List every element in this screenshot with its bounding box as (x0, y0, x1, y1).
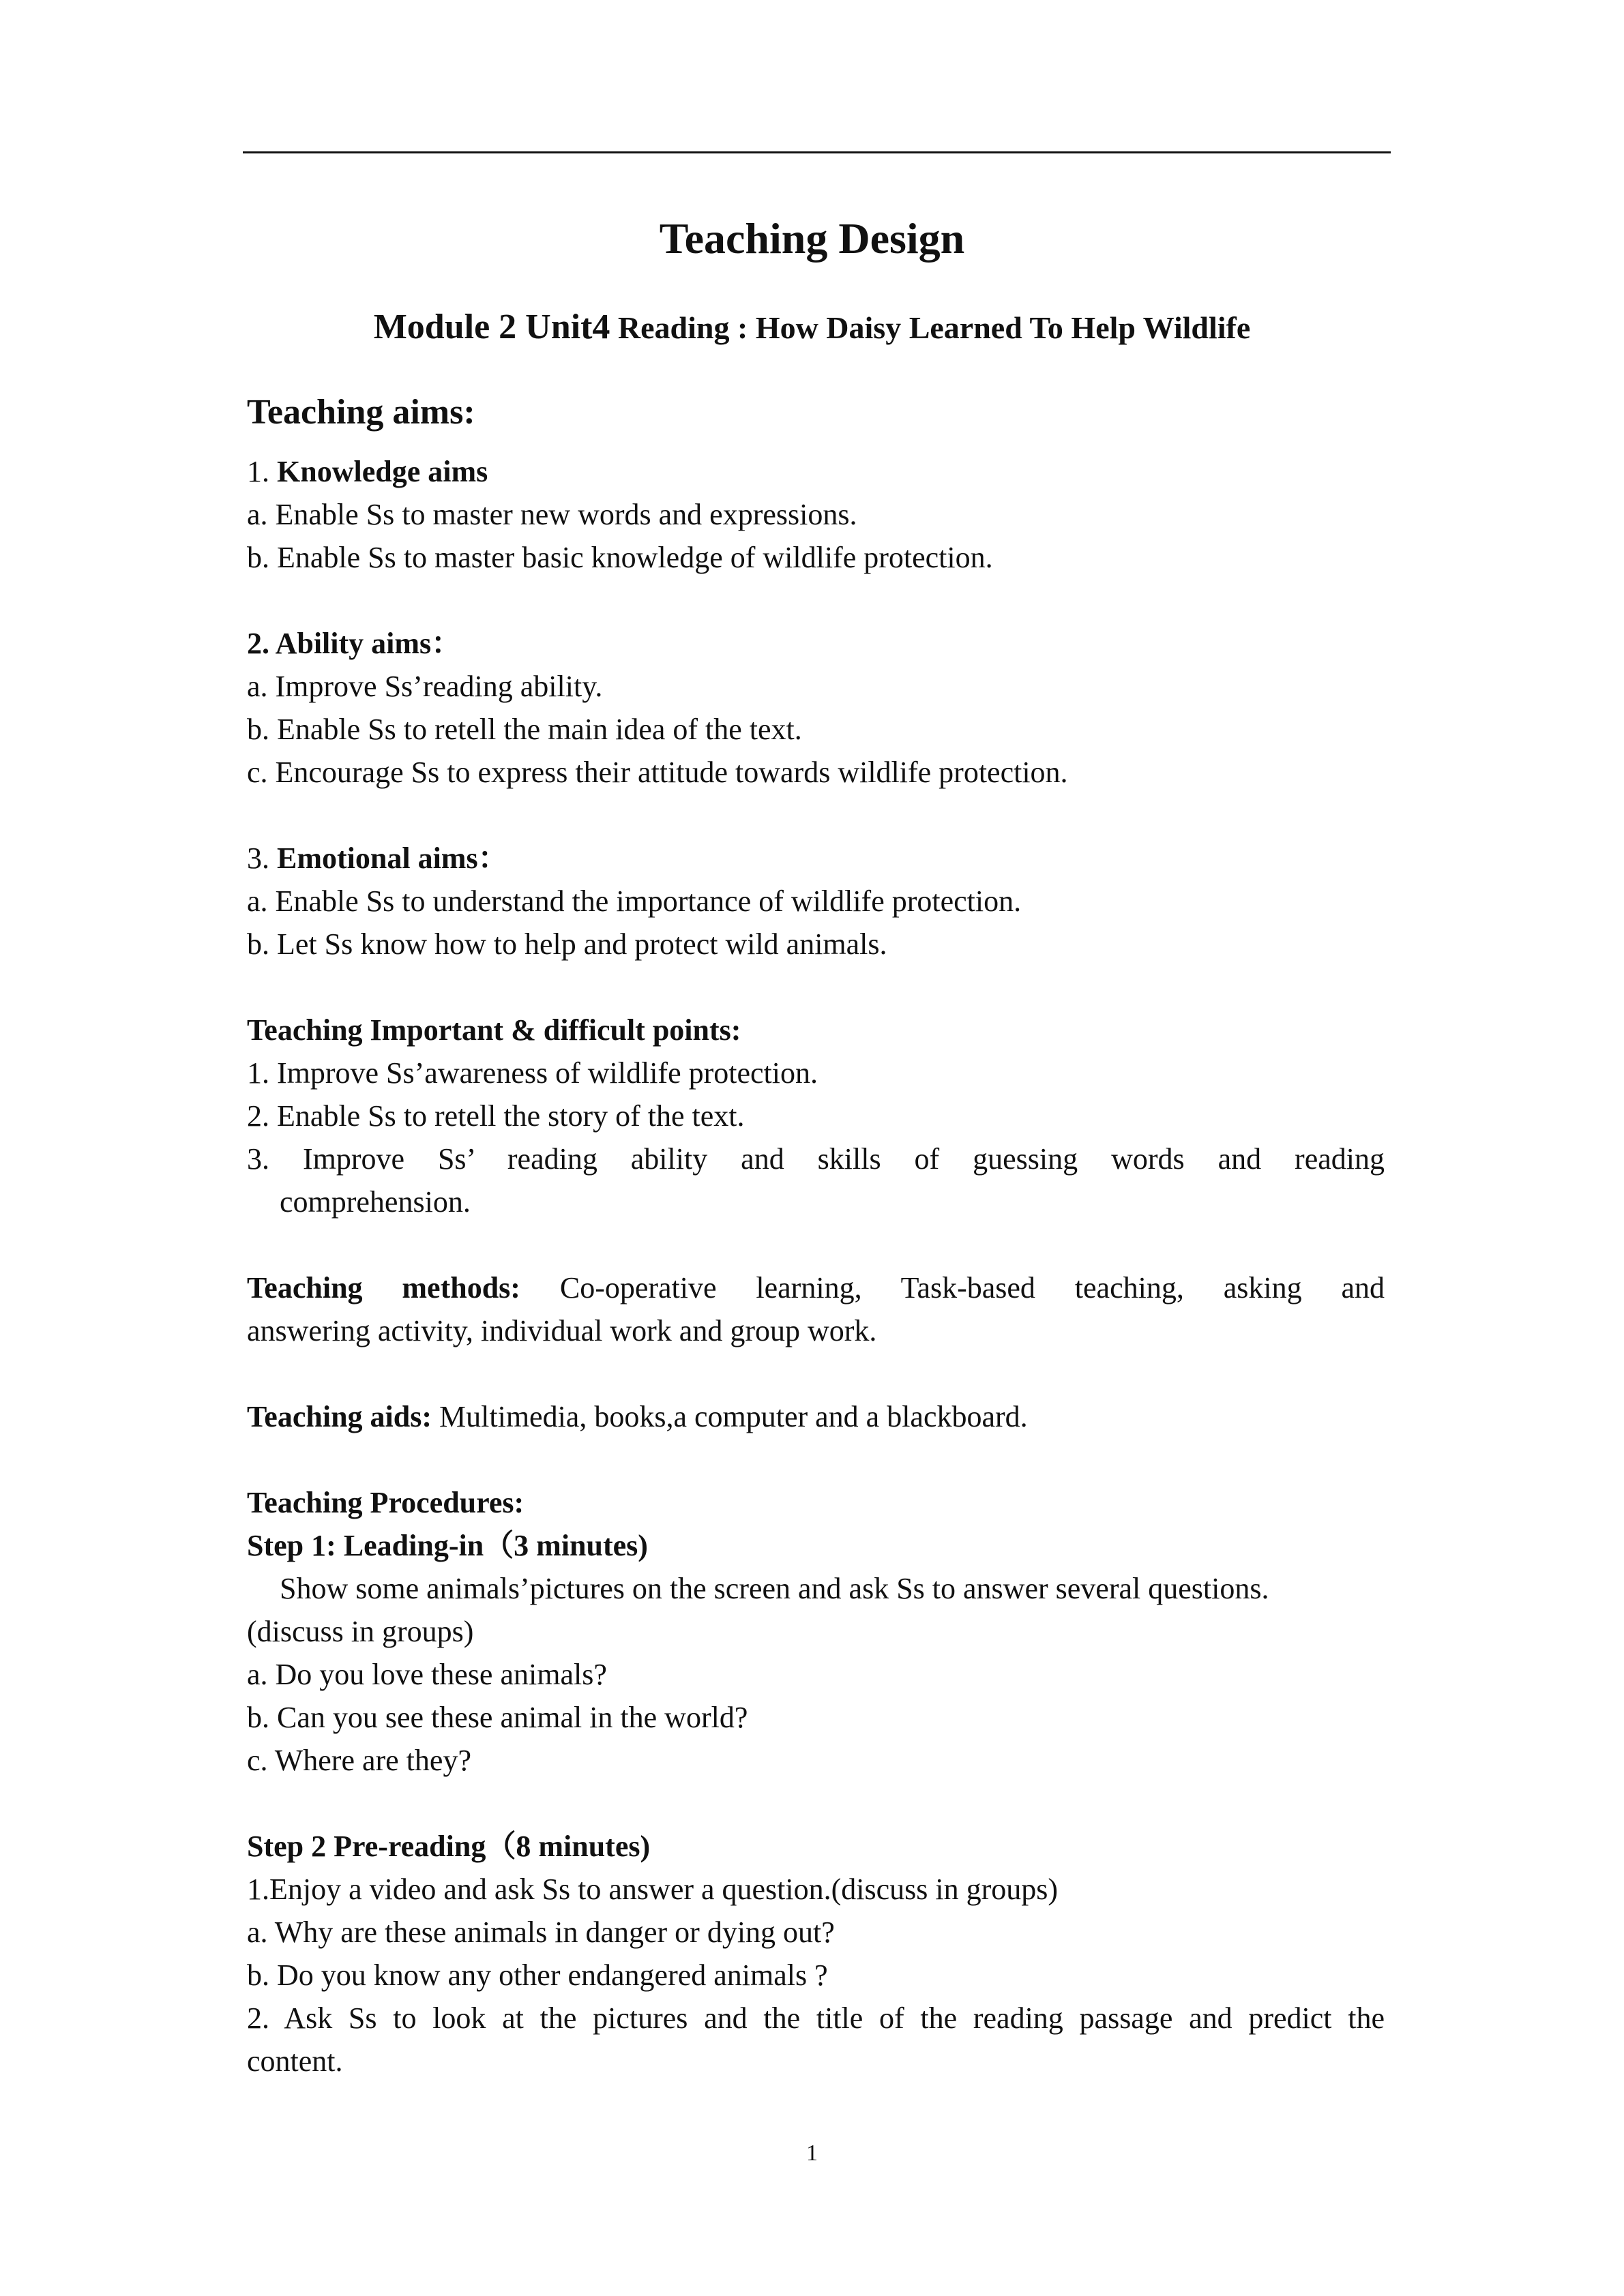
step2-question: a. Why are these animals in danger or dying out? (247, 1915, 835, 1949)
important-points-heading: Teaching Important & difficult points: (247, 1013, 741, 1047)
document-body (247, 450, 1385, 2083)
teaching-aims-heading: Teaching aims: (247, 393, 475, 432)
knowledge-aims-title: Knowledge aims (277, 455, 488, 488)
step2-item: 2. Ask Ss to look at the pictures and the title of the reading passage and predict the (247, 2001, 1385, 2035)
step2-heading: Step 2 Pre-reading（8 minutes) (247, 1830, 651, 1863)
ability-aim-item: a. Improve Ss’reading ability. (247, 670, 603, 703)
step1-instruction: Show some animals’pictures on the screen and ask Ss to answer several questions. (280, 1572, 1269, 1605)
knowledge-aim-item: b. Enable Ss to master basic knowledge of wildlife protection. (247, 541, 993, 574)
subtitle-module: Module 2 Unit4 (373, 308, 610, 346)
emotional-aim-item: b. Let Ss know how to help and protect wild animals. (247, 927, 887, 961)
emotional-aims-number: 3. (247, 841, 277, 875)
knowledge-aims-heading (247, 450, 1385, 493)
subtitle-reading: Reading : How Daisy Learned To Help Wildlife (610, 310, 1251, 345)
page-number: 1 (806, 2141, 818, 2166)
teaching-methods-label: Teaching methods: (247, 1271, 520, 1304)
ability-aims-heading: 2. Ability aims： (247, 627, 462, 660)
teaching-aids-text: Multimedia, books,a computer and a blackboard. (432, 1400, 1028, 1433)
knowledge-aims-number: 1. (247, 455, 277, 488)
teaching-procedures-heading: Teaching Procedures: (247, 1486, 525, 1519)
header-rule (243, 151, 1391, 153)
important-point-item: 3. Improve Ss’ reading ability and skills of guessing words and reading (247, 1142, 1385, 1176)
important-point-item: 2. Enable Ss to retell the story of the text. (247, 1099, 745, 1133)
emotional-aims-title: Emotional aims： (277, 841, 508, 875)
step1-question: c. Where are they? (247, 1744, 471, 1777)
step1-heading: Step 1: Leading-in（3 minutes) (247, 1529, 648, 1562)
step2-item: 1.Enjoy a video and ask Ss to answer a question.(discuss in groups) (247, 1873, 1059, 1906)
page-title: Teaching Design (659, 214, 965, 263)
teaching-methods (247, 1266, 1385, 1309)
teaching-methods-continuation: answering activity, individual work and group work. (247, 1314, 877, 1347)
step2-question: b. Do you know any other endangered animals ? (247, 1958, 828, 1992)
subtitle (0, 300, 1624, 363)
knowledge-aim-item: a. Enable Ss to master new words and expressions. (247, 498, 857, 531)
ability-aim-item: c. Encourage Ss to express their attitude towards wildlife protection. (247, 756, 1068, 789)
important-point-item: 1. Improve Ss’awareness of wildlife protection. (247, 1056, 818, 1090)
important-point-continuation: comprehension. (280, 1185, 471, 1219)
teaching-aids (247, 1395, 1385, 1438)
emotional-aim-item: a. Enable Ss to understand the importance of wildlife protection. (247, 884, 1022, 918)
teaching-aids-label: Teaching aids: (247, 1400, 432, 1433)
emotional-aims-heading (247, 837, 1385, 880)
step1-instruction-continuation: (discuss in groups) (247, 1615, 474, 1648)
teaching-methods-text: Co-operative learning, Task-based teaching, asking and (520, 1271, 1385, 1304)
ability-aim-item: b. Enable Ss to retell the main idea of the text. (247, 713, 802, 746)
step1-question: a. Do you love these animals? (247, 1658, 607, 1691)
step2-item-continuation: content. (247, 2044, 343, 2078)
step1-question: b. Can you see these animal in the world? (247, 1701, 748, 1734)
